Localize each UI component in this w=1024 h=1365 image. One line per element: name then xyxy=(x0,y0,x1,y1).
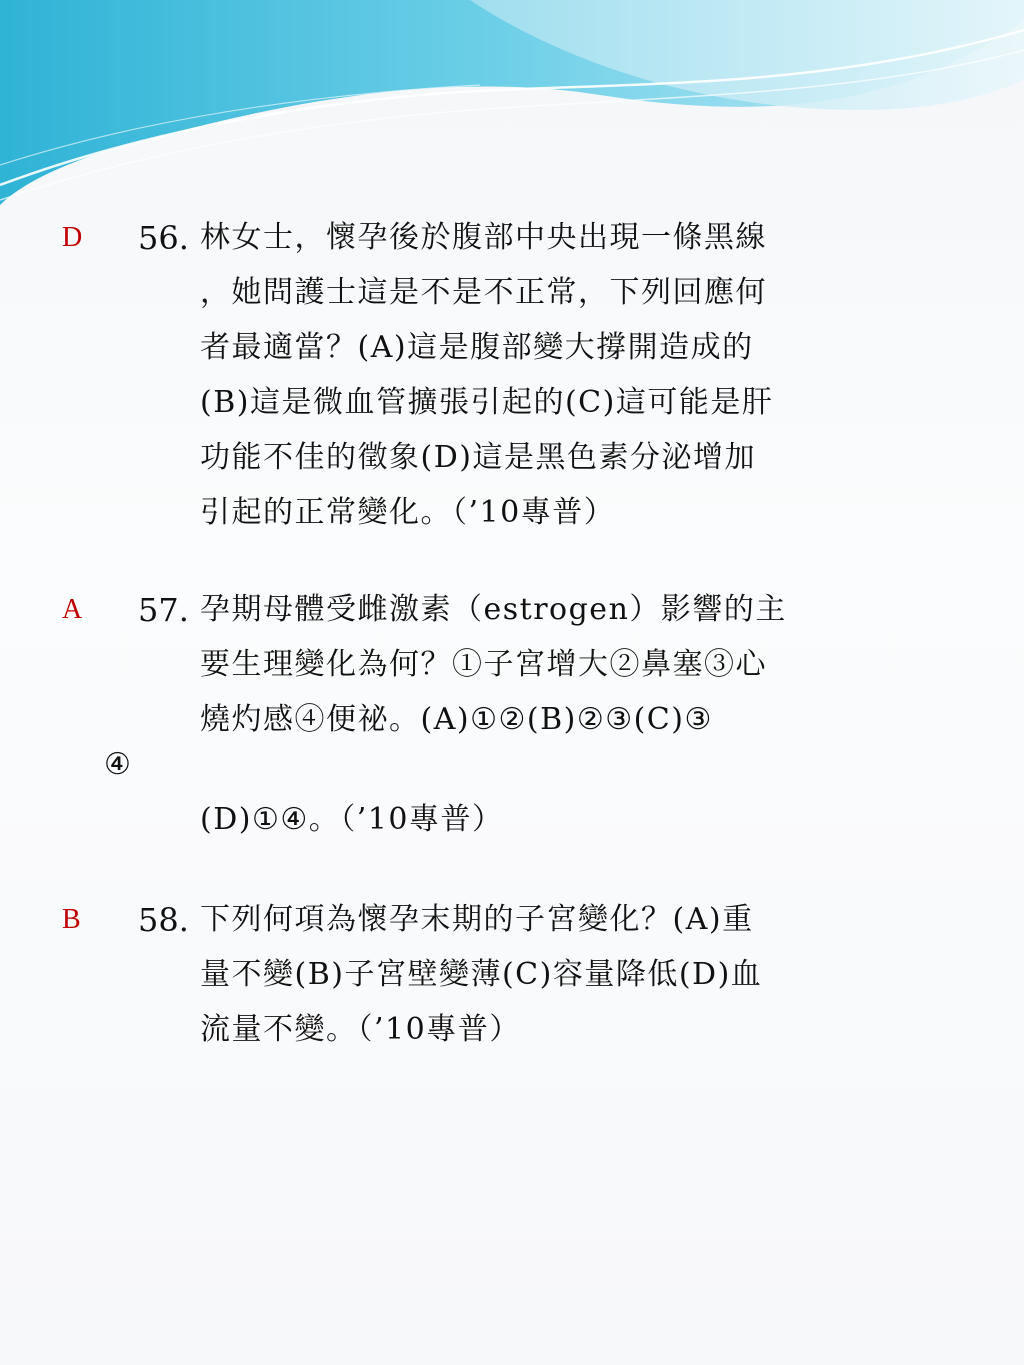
question-text-line: 者最適當？(A)這是腹部變大撐開造成的 xyxy=(200,330,754,365)
question-text-line: (D)①④。（’10專普） xyxy=(200,802,504,837)
header-wave-decoration xyxy=(0,0,1024,215)
question-text-line: 林女士，懷孕後於腹部中央出現一條黑線 xyxy=(200,220,767,255)
question-text-line: 孕期母體受雌激素（estrogen）影響的主 xyxy=(200,592,787,627)
question-text-line: ，她問護士這是不是不正常，下列回應何 xyxy=(200,275,767,310)
question-text-line: 功能不佳的徵象(D)這是黑色素分泌增加 xyxy=(200,440,756,475)
answer-key: D xyxy=(62,222,83,253)
question-text-line: 燒灼感④便祕。(A)①②(B)②③(C)③ xyxy=(200,702,713,737)
question-number: 58. xyxy=(138,901,189,939)
answer-key: B xyxy=(62,904,81,935)
question-text-line: 引起的正常變化。（’10專普） xyxy=(200,495,616,530)
answer-key: A xyxy=(62,594,83,625)
question-number: 56. xyxy=(138,219,189,257)
question-text-line: 流量不變。（’10專普） xyxy=(200,1012,521,1047)
question-text-line: 要生理變化為何？①子宮增大②鼻塞③心 xyxy=(200,647,767,682)
question-text-line: 下列何項為懷孕末期的子宮變化？(A)重 xyxy=(200,902,754,937)
question-text-line: ④ xyxy=(104,747,133,782)
question-text-line: (B)這是微血管擴張引起的(C)這可能是肝 xyxy=(200,385,774,420)
question-number: 57. xyxy=(138,591,189,629)
question-text-line: 量不變(B)子宮壁變薄(C)容量降低(D)血 xyxy=(200,957,763,992)
